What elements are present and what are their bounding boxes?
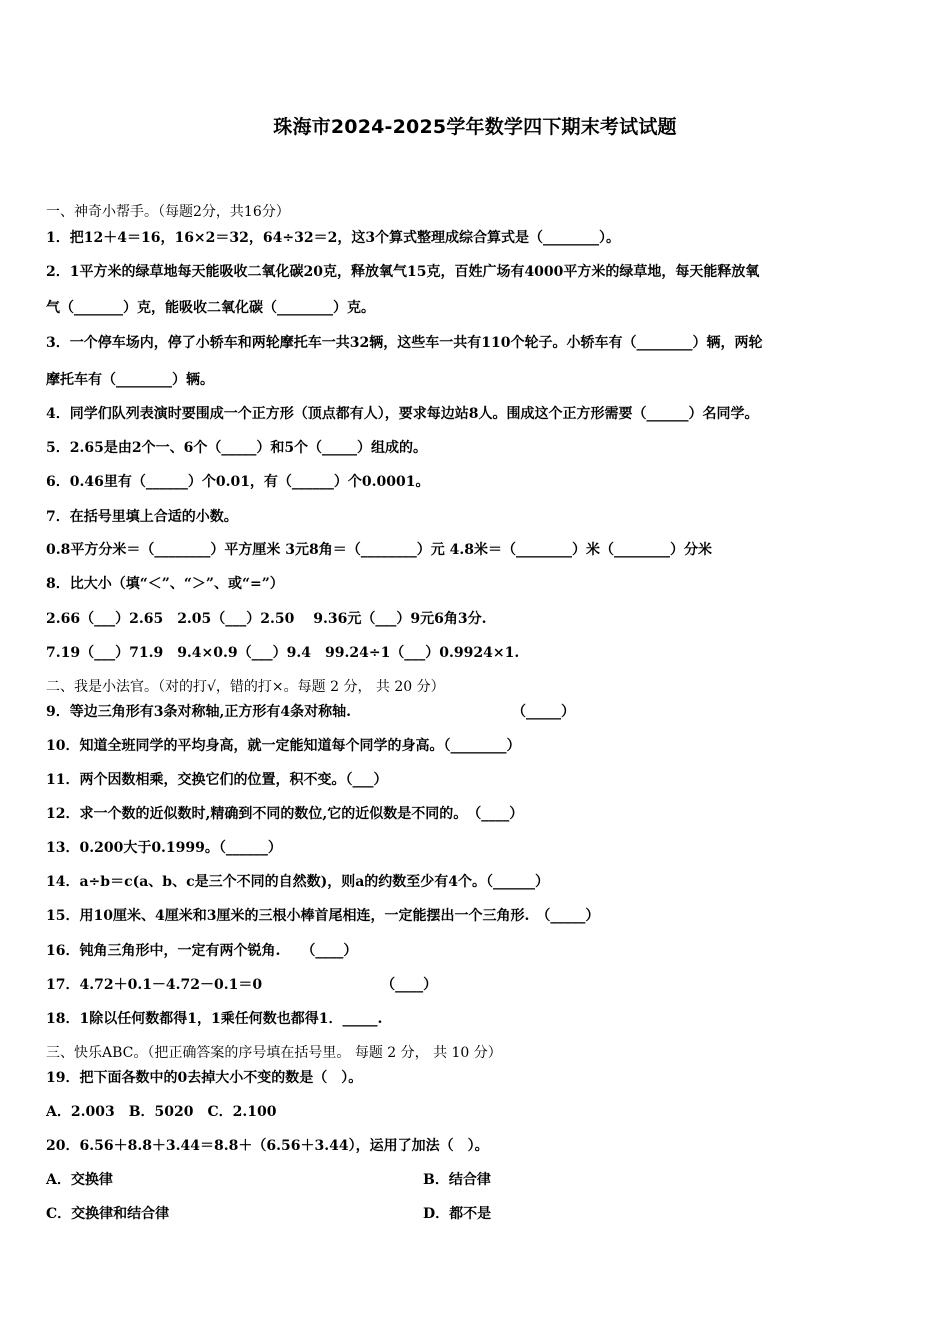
question-19-options: A．2.003 B．5020 C．2.100 — [46, 1104, 277, 1120]
question-20-options-row-1 — [46, 1170, 910, 1190]
question-8: 8．比大小（填“＜”、“＞”、或“=”） — [46, 576, 284, 592]
question-6: 6．0.46里有（______）个0.01，有（______）个0.0001。 — [46, 474, 430, 490]
question-20: 20．6.56＋8.8＋3.44＝8.8＋（6.56＋3.44），运用了加法（ ）。 — [46, 1138, 489, 1154]
question-7-items: 0.8平方分米＝（________）平方厘米 3元8角＝（________）元 4.8米＝（________）米（________）分米 — [46, 542, 712, 558]
option-c: C．交换律和结合律 — [46, 1206, 170, 1222]
option-d: D．都不是 — [423, 1206, 492, 1222]
question-14: 14．a÷b＝c(a、b、c是三个不同的自然数)，则a的约数至少有4个。（______） — [46, 874, 550, 890]
question-13: 13．0.200大于0.1999。（______） — [46, 840, 282, 856]
question-9: 9．等边三角形有3条对称轴,正方形有4条对称轴. （_____） — [46, 704, 575, 720]
question-10: 10．知道全班同学的平均身高，就一定能知道每个同学的身高。（________） — [46, 738, 521, 754]
section-1-heading: 一、神奇小帮手。（每题2分，共16分） — [46, 204, 290, 220]
question-18: 18．1除以任何数都得1，1乘任何数也都得1．_____. — [46, 1011, 383, 1027]
question-7: 7．在括号里填上合适的小数。 — [46, 509, 238, 525]
question-19: 19．把下面各数中的0去掉大小不变的数是（ ）。 — [46, 1070, 363, 1086]
question-20-options-row-2 — [46, 1204, 910, 1224]
question-2-line-1: 2．1平方米的绿草地每天能吸收二氧化碳20克，释放氧气15克，百姓广场有4000平方米的绿草地，每天能释放氧 — [46, 264, 760, 280]
section-3-heading: 三、快乐ABC。（把正确答案的序号填在括号里。 每题 2 分， 共 10 分） — [46, 1045, 502, 1061]
question-5: 5．2.65是由2个一、6个（_____）和5个（_____）组成的。 — [46, 440, 428, 456]
question-12: 12．求一个数的近似数时,精确到不同的数位,它的近似数是不同的。 （____） — [46, 806, 524, 822]
question-3-line-1: 3．一个停车场内，停了小轿车和两轮摩托车一共32辆，这些车一共有110个轮子。小轿车有（________）辆，两轮 — [46, 335, 763, 351]
question-3-line-2: 摩托车有（________）辆。 — [46, 372, 214, 388]
section-2-heading: 二、我是小法官。（对的打√，错的打×。每题 2 分， 共 20 分） — [46, 679, 445, 695]
option-b: B．结合律 — [423, 1172, 491, 1188]
question-8-row-1: 2.66（___）2.65 2.05（___）2.50 9.36元（___）9元6角3分. — [46, 611, 487, 627]
question-4: 4．同学们队列表演时要围成一个正方形（顶点都有人），要求每边站8人。围成这个正方形需要（______）名同学。 — [46, 406, 759, 422]
question-16: 16．钝角三角形中，一定有两个锐角. （____） — [46, 943, 358, 959]
page-title: 珠海市2024-2025学年数学四下期末考试试题 — [273, 116, 677, 138]
question-1: 1．把12＋4＝16，16×2＝32，64÷32＝2，这3个算式整理成综合算式是（________）。 — [46, 230, 621, 246]
question-15: 15．用10厘米、4厘米和3厘米的三根小棒首尾相连，一定能摆出一个三角形. （_____） — [46, 908, 600, 924]
question-17: 17．4.72＋0.1－4.72－0.1＝0 （____） — [46, 977, 438, 993]
question-11: 11．两个因数相乘，交换它们的位置，积不变。（___） — [46, 772, 388, 788]
question-2-line-2: 气（_______）克，能吸收二氧化碳（________）克。 — [46, 300, 375, 316]
option-a: A．交换律 — [46, 1172, 113, 1188]
question-8-row-2: 7.19（___）71.9 9.4×0.9（___）9.4 99.24÷1（___）0.9924×1. — [46, 645, 520, 661]
